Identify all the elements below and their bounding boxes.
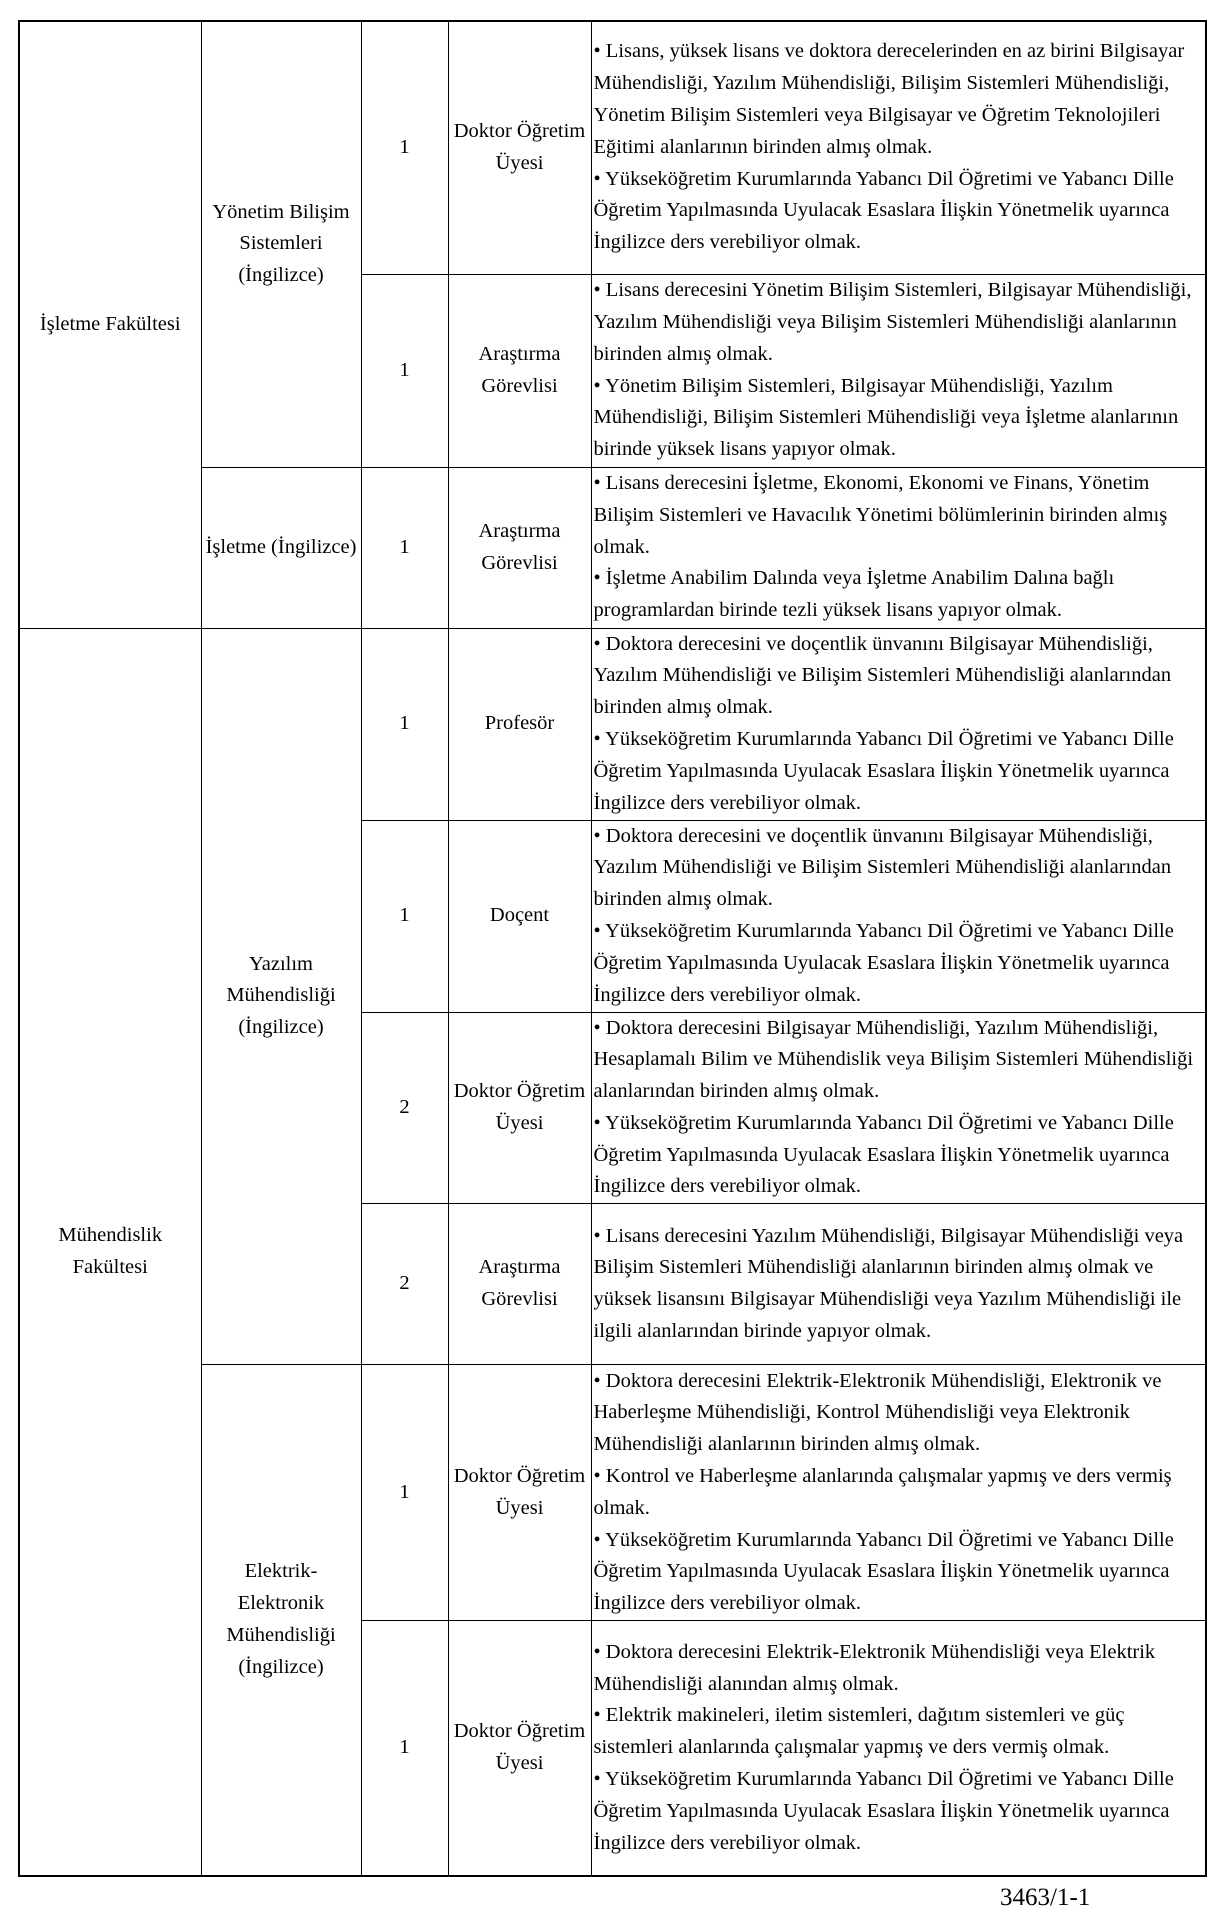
requirement-item: • Doktora derecesini Bilgisayar Mühendisliği, Yazılım Mühendisliği, Hesaplamalı Bilim ve Mühendislik veya Bilişim Sistemleri Mühendisliği alanlarından birinden almış olmak. xyxy=(593,1016,1194,1103)
position-title: Doktor Öğretim Üyesi xyxy=(448,1012,591,1204)
position-count: 1 xyxy=(361,274,448,467)
requirement-item: • Lisans derecesini Yönetim Bilişim Sistemleri, Bilgisayar Mühendisliği, Yazılım Mühendisliği veya Bilişim Sistemleri Mühendisliği alanlarının birinden almış olmak. xyxy=(593,279,1192,365)
requirement-item: • Lisans, yüksek lisans ve doktora derecelerinden en az birini Bilgisayar Mühendisliği, Yazılım Mühendisliği, Bilişim Sistemleri Mühendisliği, Yönetim Bilişim Sistemleri veya Bilgisayar ve Öğretim Teknolojileri Eğitimi alanlarının birinden almış olmak. xyxy=(593,40,1185,158)
page-code: 3463/1-1 xyxy=(1000,1884,1091,1911)
requirement-item: • Doktora derecesini Elektrik-Elektronik Mühendisliği, Elektronik ve Haberleşme Mühendisliği, Kontrol Mühendisliği veya Elektronik Mühendisliği alanlarının birinden almış olmak. xyxy=(593,1369,1162,1456)
position-title: Araştırma Görevlisi xyxy=(448,467,591,628)
position-title: Araştırma Görevlisi xyxy=(448,1204,591,1365)
position-title: Profesör xyxy=(448,628,591,820)
position-title: Doktor Öğretim Üyesi xyxy=(448,1621,591,1876)
requirement-item: • Doktora derecesini ve doçentlik ünvanını Bilgisayar Mühendisliği, Yazılım Mühendisliği ve Bilişim Sistemleri Mühendisliği alanlarından birinden almış olmak. xyxy=(593,824,1172,911)
position-title: Doktor Öğretim Üyesi xyxy=(448,21,591,274)
requirements-cell xyxy=(591,1204,1206,1365)
requirement-item: • Lisans derecesini İşletme, Ekonomi, Ekonomi ve Finans, Yönetim Bilişim Sistemleri ve Havacılık Yönetimi bölümlerinin birinden almış olmak. xyxy=(593,472,1168,558)
requirements-cell xyxy=(591,628,1206,820)
requirements-cell xyxy=(591,1365,1206,1621)
position-count: 1 xyxy=(361,1365,448,1621)
position-count: 1 xyxy=(361,820,448,1012)
requirement-item: • Yükseköğretim Kurumlarında Yabancı Dil Öğretimi ve Yabancı Dille Öğretim Yapılmasında Uyulacak Esaslara İlişkin Yönetmelik uyarınca İngilizce ders verebiliyor olmak. xyxy=(593,167,1174,254)
position-count: 1 xyxy=(361,628,448,820)
requirements-cell xyxy=(591,820,1206,1012)
faculty-cell: Mühendislik Fakültesi xyxy=(19,628,201,1876)
position-count: 2 xyxy=(361,1204,448,1365)
position-count: 1 xyxy=(361,1621,448,1876)
requirement-item: • Yükseköğretim Kurumlarında Yabancı Dil Öğretimi ve Yabancı Dille Öğretim Yapılmasında Uyulacak Esaslara İlişkin Yönetmelik uyarınca İngilizce ders verebiliyor olmak. xyxy=(593,1111,1174,1198)
position-count: 1 xyxy=(361,21,448,274)
requirement-item: • Yönetim Bilişim Sistemleri, Bilgisayar Mühendisliği, Yazılım Mühendisliği, Bilişim Sistemleri Mühendisliği veya İşletme alanlarının birinde yüksek lisans yapıyor olmak. xyxy=(593,374,1179,461)
position-title: Araştırma Görevlisi xyxy=(448,274,591,467)
position-title: Doktor Öğretim Üyesi xyxy=(448,1365,591,1621)
department-cell: İşletme (İngilizce) xyxy=(201,467,361,628)
requirements-cell xyxy=(591,1621,1206,1876)
table-row xyxy=(19,628,1206,820)
requirement-item: • Yükseköğretim Kurumlarında Yabancı Dil Öğretimi ve Yabancı Dille Öğretim Yapılmasında Uyulacak Esaslara İlişkin Yönetmelik uyarınca İngilizce ders verebiliyor olmak. xyxy=(593,1528,1174,1615)
table-row xyxy=(19,21,1206,274)
requirement-item: • İşletme Anabilim Dalında veya İşletme Anabilim Dalına bağlı programlardan birinde tezli yüksek lisans yapıyor olmak. xyxy=(593,567,1115,622)
requirement-item: • Doktora derecesini ve doçentlik ünvanını Bilgisayar Mühendisliği, Yazılım Mühendisliği ve Bilişim Sistemleri Mühendisliği alanlarından birinden almış olmak. xyxy=(593,632,1172,719)
requirement-item: • Yükseköğretim Kurumlarında Yabancı Dil Öğretimi ve Yabancı Dille Öğretim Yapılmasında Uyulacak Esaslara İlişkin Yönetmelik uyarınca İngilizce ders verebiliyor olmak. xyxy=(593,728,1174,814)
faculty-cell: İşletme Fakültesi xyxy=(19,21,201,628)
requirements-cell xyxy=(591,21,1206,274)
requirement-item: • Lisans derecesini Yazılım Mühendisliği, Bilgisayar Mühendisliği veya Bilişim Sistemleri Mühendisliği alanlarının birinden almış olmak ve yüksek lisansını Bilgisayar Mühendisliği veya Yazılım Mühendisliği ile ilgili alanlarından birinde yapıyor olmak. xyxy=(593,1224,1184,1343)
requirements-cell xyxy=(591,1012,1206,1204)
requirement-item: • Kontrol ve Haberleşme alanlarında çalışmalar yapmış ve ders vermiş olmak. xyxy=(593,1464,1172,1519)
position-count: 1 xyxy=(361,467,448,628)
requirement-item: • Yükseköğretim Kurumlarında Yabancı Dil Öğretimi ve Yabancı Dille Öğretim Yapılmasında Uyulacak Esaslara İlişkin Yönetmelik uyarınca İngilizce ders verebiliyor olmak. xyxy=(593,920,1174,1006)
department-cell: Elektrik-Elektronik Mühendisliği (İngilizce) xyxy=(201,1365,361,1876)
requirement-item: • Elektrik makineleri, iletim sistemleri, dağıtım sistemleri ve güç sistemleri alanlarında çalışmalar yapmış ve ders vermiş olmak. xyxy=(593,1704,1125,1759)
positions-table xyxy=(18,20,1207,1877)
position-title: Doçent xyxy=(448,820,591,1012)
position-count: 2 xyxy=(361,1012,448,1204)
requirement-item: • Doktora derecesini Elektrik-Elektronik Mühendisliği veya Elektrik Mühendisliği alanından almış olmak. xyxy=(593,1640,1156,1695)
department-cell: Yönetim Bilişim Sistemleri (İngilizce) xyxy=(201,21,361,467)
department-cell: Yazılım Mühendisliği (İngilizce) xyxy=(201,628,361,1365)
requirements-cell xyxy=(591,467,1206,628)
requirements-cell xyxy=(591,274,1206,467)
requirement-item: • Yükseköğretim Kurumlarında Yabancı Dil Öğretimi ve Yabancı Dille Öğretim Yapılmasında Uyulacak Esaslara İlişkin Yönetmelik uyarınca İngilizce ders verebiliyor olmak. xyxy=(593,1767,1174,1854)
